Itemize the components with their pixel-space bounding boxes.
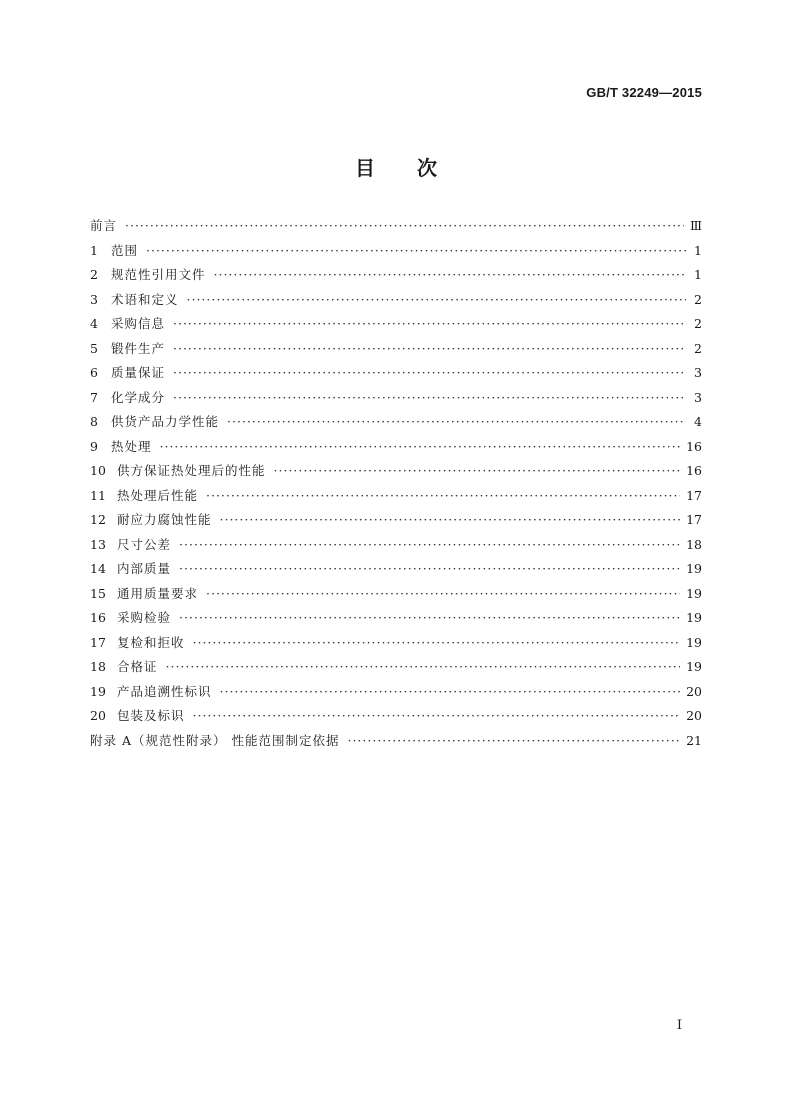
toc-entry-label: 合格证 <box>117 659 158 674</box>
toc-entry-label: 供货产品力学性能 <box>111 414 220 429</box>
toc-entry[interactable] <box>90 680 702 705</box>
toc-entry-label: 规范性引用文件 <box>111 267 206 282</box>
toc-entry-label: 前言 <box>90 218 118 233</box>
toc-entry-page: 20 <box>686 708 702 723</box>
toc-entry-number: 6 <box>90 365 98 380</box>
toc-entry-page: 3 <box>694 365 702 380</box>
dot-leader <box>146 239 686 264</box>
page-title: 目次 <box>355 156 479 180</box>
dot-leader <box>206 582 680 607</box>
toc-entry-label: 热处理后性能 <box>117 487 199 503</box>
toc-entry-page: 4 <box>694 414 702 429</box>
toc-entry[interactable] <box>90 533 702 558</box>
toc-entry-page: 19 <box>686 659 702 674</box>
toc-entry-page: 19 <box>686 561 702 576</box>
toc-entry-page: 17 <box>686 487 702 503</box>
toc-entry-page: 19 <box>686 610 702 625</box>
toc-entry-label: 供方保证热处理后的性能 <box>117 463 266 478</box>
toc-entry-page: 2 <box>694 340 702 356</box>
toc-entry-page: 16 <box>686 463 702 478</box>
toc-entry-page: 2 <box>694 291 702 307</box>
dot-leader <box>187 288 686 313</box>
toc-entry-label: 尺寸公差 <box>117 536 172 552</box>
toc-entry-label: 范围 <box>111 242 139 258</box>
toc-entry-page: 20 <box>686 683 702 699</box>
dot-leader <box>193 631 681 656</box>
dot-leader <box>227 410 686 435</box>
toc-entry-label: 耐应力腐蚀性能 <box>117 512 212 527</box>
toc-entry-number: 19 <box>90 683 106 699</box>
toc-entry-number: 7 <box>90 389 98 405</box>
toc-entry-label: 采购信息 <box>111 316 166 331</box>
toc-entry-label: 锻件生产 <box>111 340 166 356</box>
toc-entry[interactable] <box>90 386 702 411</box>
dot-leader <box>125 214 684 239</box>
toc-entry-page: 1 <box>694 267 702 282</box>
toc-entry-page: 19 <box>686 634 702 650</box>
toc-entry-number: 1 <box>90 242 98 258</box>
dot-leader <box>173 386 686 411</box>
dot-leader <box>274 459 681 484</box>
toc-entry[interactable] <box>90 410 702 435</box>
toc-entry-page: 16 <box>686 438 702 454</box>
toc-entry-number: 12 <box>90 512 106 527</box>
toc-entry-number: 20 <box>90 708 106 723</box>
toc-entry[interactable] <box>90 655 702 680</box>
toc-entry-number: 9 <box>90 438 98 454</box>
table-of-contents <box>90 214 702 753</box>
toc-entry-number: 2 <box>90 267 98 282</box>
toc-entry-label: 附录 A（规范性附录） 性能范围制定依据 <box>90 732 340 748</box>
dot-leader <box>173 312 686 337</box>
toc-entry-number: 13 <box>90 536 106 552</box>
toc-entry-number: 3 <box>90 291 98 307</box>
toc-entry[interactable] <box>90 288 702 313</box>
dot-leader <box>214 263 686 288</box>
toc-entry[interactable] <box>90 606 702 631</box>
toc-entry[interactable] <box>90 704 702 729</box>
toc-entry-label: 质量保证 <box>111 365 166 380</box>
toc-entry[interactable] <box>90 508 702 533</box>
toc-entry-label: 通用质量要求 <box>117 585 199 601</box>
toc-entry[interactable] <box>90 312 702 337</box>
dot-leader <box>160 435 681 460</box>
toc-entry[interactable] <box>90 631 702 656</box>
toc-entry-number: 16 <box>90 610 106 625</box>
dot-leader <box>179 606 680 631</box>
dot-leader <box>193 704 681 729</box>
toc-entry[interactable] <box>90 361 702 386</box>
toc-entry-label: 术语和定义 <box>111 291 179 307</box>
toc-entry[interactable] <box>90 557 702 582</box>
toc-entry-page: 19 <box>686 585 702 601</box>
toc-entry-number: 4 <box>90 316 98 331</box>
toc-entry-page: 18 <box>686 536 702 552</box>
toc-entry[interactable] <box>90 239 702 264</box>
toc-entry-page: 17 <box>686 512 702 527</box>
toc-entry[interactable] <box>90 459 702 484</box>
toc-entry-page: 2 <box>694 316 702 331</box>
toc-entry[interactable] <box>90 484 702 509</box>
dot-leader <box>179 533 680 558</box>
toc-entry-label: 产品追溯性标识 <box>117 683 212 699</box>
dot-leader <box>220 680 681 705</box>
dot-leader <box>173 337 686 362</box>
dot-leader <box>179 557 680 582</box>
toc-entry-page: 3 <box>694 389 702 405</box>
dot-leader <box>220 508 681 533</box>
toc-entry-label: 化学成分 <box>111 389 166 405</box>
toc-entry[interactable] <box>90 582 702 607</box>
toc-entry[interactable] <box>90 214 702 239</box>
toc-entry-number: 5 <box>90 340 98 356</box>
toc-entry-label: 包装及标识 <box>117 708 185 723</box>
toc-entry-page: 1 <box>694 242 702 258</box>
toc-entry[interactable] <box>90 435 702 460</box>
toc-entry-number: 17 <box>90 634 106 650</box>
toc-entry-label: 内部质量 <box>117 561 172 576</box>
toc-entry[interactable] <box>90 729 702 754</box>
toc-entry-number: 11 <box>90 487 106 503</box>
toc-entry-label: 采购检验 <box>117 610 172 625</box>
toc-entry-number: 14 <box>90 561 106 576</box>
toc-entry-number: 10 <box>90 463 106 478</box>
toc-entry-page: 21 <box>686 732 702 748</box>
standard-code: GB/T 32249—2015 <box>586 85 702 100</box>
toc-entry[interactable] <box>90 337 702 362</box>
toc-entry-page: Ⅲ <box>689 218 702 233</box>
toc-entry-number: 8 <box>90 414 98 429</box>
toc-entry[interactable] <box>90 263 702 288</box>
page-number: I <box>676 1018 682 1033</box>
toc-entry-number: 18 <box>90 659 106 674</box>
toc-entry-label: 复检和拒收 <box>117 634 185 650</box>
dot-leader <box>347 729 680 754</box>
dot-leader <box>173 361 686 386</box>
toc-entry-label: 热处理 <box>111 438 152 454</box>
dot-leader <box>166 655 681 680</box>
toc-entry-number: 15 <box>90 585 106 601</box>
dot-leader <box>206 484 680 509</box>
